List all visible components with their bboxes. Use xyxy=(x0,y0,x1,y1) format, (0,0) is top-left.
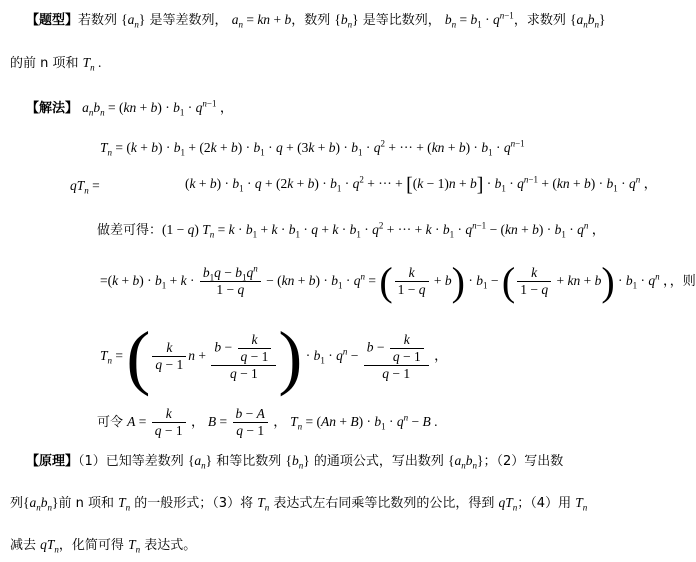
math-anbn-set: $\{a_nb_n\}$ xyxy=(447,453,484,471)
principle-text: 表达式。 xyxy=(144,538,197,553)
principle-text: 列 xyxy=(10,496,24,511)
solution-text: 做差可得： xyxy=(97,223,163,238)
problem-label: 【题型】 xyxy=(26,13,79,28)
tn-result-line xyxy=(100,316,448,397)
math-bn-formula: $b_n = b_1 \cdot q^{n-1}$ xyxy=(444,10,514,30)
principle-text: 减去 xyxy=(10,538,37,553)
problem-text: 的前 n 项和 xyxy=(10,56,79,71)
principle-line-1 xyxy=(26,453,563,470)
qtn-line xyxy=(70,178,100,195)
fraction: $\frac{k}{1 - q}$ xyxy=(517,265,551,298)
principle-line-2 xyxy=(10,495,587,512)
problem-text: 若数列 xyxy=(78,13,118,28)
principle-text: ，化简可得 xyxy=(58,538,124,553)
problem-text: 是等比数列， xyxy=(362,13,441,28)
solution-line-1 xyxy=(26,100,233,117)
math-simplified: $=(k + b) \cdot b_1 + k$ · $\frac{b_1q - b_1q^n}{1 - q}$ − $(kn + b) \cdot b_1 \cdot q^n$ = ( $\frac{k}{1 - q}$ + $b) \cdot b_1$ − ( $\frac{k}{1 - q}$ + kn + $b) \cdot b_1 \cdot q^n$ ， xyxy=(100,258,670,304)
solution-text: ，则 xyxy=(669,274,696,289)
math-Tn: $T_n$ xyxy=(575,495,588,513)
fraction: $\frac{b - A}{q - 1}$ xyxy=(233,406,268,439)
math-Tn: $T_n$ xyxy=(128,537,141,555)
problem-text: ，数列 xyxy=(291,13,331,28)
simplified-line xyxy=(100,256,696,307)
principle-text: 和等比数列 xyxy=(216,454,282,469)
math-qTn: $qT_n$ xyxy=(40,537,59,555)
fraction: b − $\frac{k}{q - 1}$ q − 1 xyxy=(364,332,429,382)
principle-text: 表达式左右同乘等比数列的公比，得到 xyxy=(273,496,495,511)
solution-label: 【解法】 xyxy=(26,101,79,116)
principle-label: 【原理】 xyxy=(26,454,79,469)
principle-text: 的一般形式；（3）将 xyxy=(134,496,254,511)
math-qtn-rhs: $(k + b) \cdot b_1 \cdot q + (2k + b) \cdot b_1 \cdot q^2$ + ··· + $[(k - 1)n + b] \cdot b_1 \cdot q^{n-1} + (kn + b) \cdot b_1 \cdot q^n$ ， xyxy=(185,173,658,196)
math-an-set: $\{a_n\}$ xyxy=(121,12,146,30)
principle-text: 的通项公式，写出数列 xyxy=(313,454,444,469)
math-bn-set: $\{b_n\}$ xyxy=(334,12,359,30)
principle-text: （1）已知等差数列 xyxy=(78,454,184,469)
math-anbn-set: $\{a_nb_n\}$ xyxy=(23,495,59,513)
fraction: b − $\frac{k}{q - 1}$ q − 1 xyxy=(211,332,276,382)
math-an-set: $\{a_n\}$ xyxy=(187,453,213,471)
principle-text: ；（4）用 xyxy=(517,496,572,511)
fraction: $\frac{b_1q - b_1q^n}{1 - q}$ xyxy=(200,265,261,298)
principle-line-3 xyxy=(10,537,196,554)
problem-text: 是等差数列， xyxy=(149,13,228,28)
fraction: $\frac{k}{q - 1}$ xyxy=(152,340,186,373)
math-let: A = $\frac{k}{q - 1}$ ， B = $\frac{b - A}{q - 1}$ ， $T_n = (An + B) \cdot b_1 \cdot q^n - B$ . xyxy=(127,406,438,439)
math-qTn: $qT_n$ xyxy=(498,495,518,513)
problem-text: ，求数列 xyxy=(513,13,566,28)
math-Tn: $T_n$ xyxy=(118,495,131,513)
let-line xyxy=(97,402,438,443)
qtn-rhs-line xyxy=(185,173,658,196)
math-anbn-set: $\{a_nb_n\}$ xyxy=(569,12,606,30)
math-qtn-lhs: $qT_n$ = xyxy=(70,178,100,196)
math-anbn-product: $a_nb_n = (kn + b) \cdot b_1 \cdot q^{n-1}$ ， xyxy=(82,98,234,118)
math-Tn: $T_n$ xyxy=(257,495,270,513)
fraction: $\frac{k}{q - 1}$ xyxy=(152,406,186,439)
solution-text: 可令 xyxy=(97,415,124,430)
math-Tn: $T_n$ . xyxy=(82,55,102,73)
math-tn-result: $T_n$ = ( $\frac{k}{q - 1}$ n + b − $\frac{k}{q - 1}$ q − 1 ) · $b_1 \cdot q^n$ − b − $\frac{k}{q - 1}$ q − 1 ， xyxy=(100,316,448,397)
difference-line xyxy=(97,222,605,239)
math-bn-set: $\{b_n\}$ xyxy=(285,453,310,471)
problem-line-1 xyxy=(26,12,605,29)
math-tn-sum: $T_n = (k + b) \cdot b_1 + (2k + b) \cdot b_1 \cdot q + (3k + b) \cdot b_1 \cdot q^2$ + ··· + $(kn + b) \cdot b_1 \cdot q^{n-1}$ xyxy=(100,138,525,158)
math-difference: (1 − q) $T_n = k \cdot b_1 + k \cdot b_1 \cdot q + k \cdot b_1 \cdot q^2$ + ··· + $k \cdot b_1 \cdot q^{n-1} - (kn + b) \cdot b_1 \cdot q^n$ ， xyxy=(162,220,606,240)
principle-text: ；（2）写出数 xyxy=(483,454,564,469)
math-an-formula: $a_n$ = kn + b xyxy=(231,12,292,30)
tn-sum-line xyxy=(100,140,525,157)
problem-line-2 xyxy=(10,55,101,72)
principle-text: 前 n 项和 xyxy=(58,496,114,511)
fraction: $\frac{k}{1 - q}$ xyxy=(395,265,429,298)
